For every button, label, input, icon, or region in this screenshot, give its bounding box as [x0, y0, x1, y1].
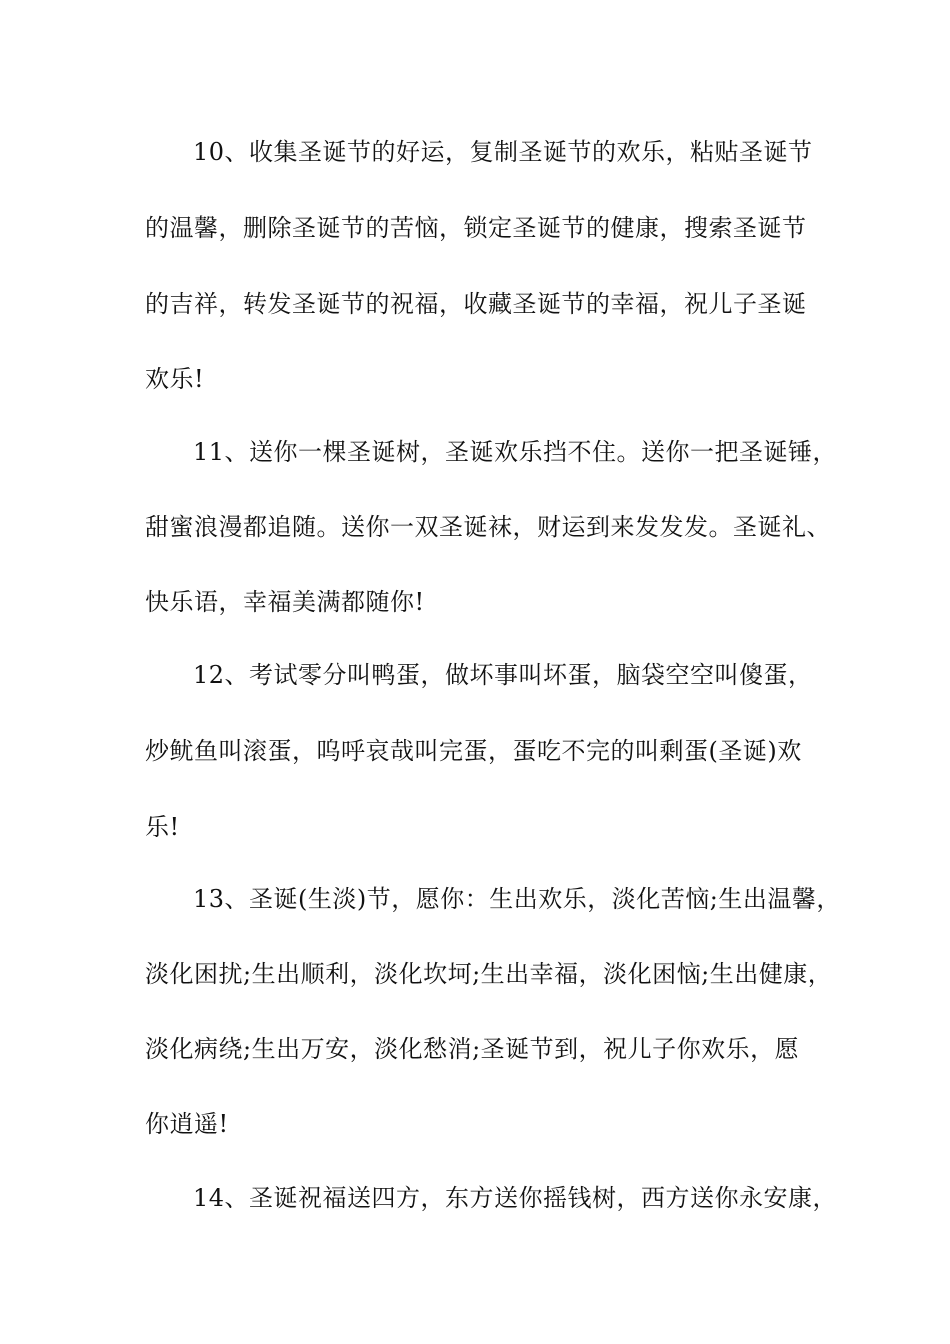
- text-line: 淡化病绕;生出万安，淡化愁消;圣诞节到，祝儿子你欢乐，愿: [145, 1035, 800, 1063]
- text-line: 14、圣诞祝福送四方，东方送你摇钱树，西方送你永安康，: [193, 1184, 838, 1212]
- text-line: 甜蜜浪漫都追随。送你一双圣诞袜，财运到来发发发。圣诞礼、: [145, 513, 831, 541]
- text-line: 12、考试零分叫鸭蛋，做坏事叫坏蛋，脑袋空空叫傻蛋，: [193, 661, 813, 689]
- text-line: 10、收集圣诞节的好运，复制圣诞节的欢乐，粘贴圣诞节: [193, 138, 813, 166]
- text-line: 欢乐!: [145, 365, 205, 393]
- text-line: 13、圣诞(生淡)节，愿你：生出欢乐，淡化苦恼;生出温馨，: [193, 885, 841, 913]
- text-line: 乐!: [145, 813, 180, 841]
- text-line: 你逍遥!: [145, 1110, 229, 1138]
- text-line: 快乐语，幸福美满都随你!: [145, 588, 425, 616]
- text-line: 的吉祥，转发圣诞节的祝福，收藏圣诞节的幸福，祝儿子圣诞: [145, 290, 807, 318]
- text-line: 淡化困扰;生出顺利，淡化坎坷;生出幸福，淡化困恼;生出健康，: [145, 960, 833, 988]
- text-line: 炒鱿鱼叫滚蛋，呜呼哀哉叫完蛋，蛋吃不完的叫剩蛋(圣诞)欢: [145, 737, 802, 765]
- text-line: 11、送你一棵圣诞树，圣诞欢乐挡不住。送你一把圣诞锤，: [193, 438, 838, 466]
- text-line: 的温馨，删除圣诞节的苦恼，锁定圣诞节的健康，搜索圣诞节: [145, 214, 807, 242]
